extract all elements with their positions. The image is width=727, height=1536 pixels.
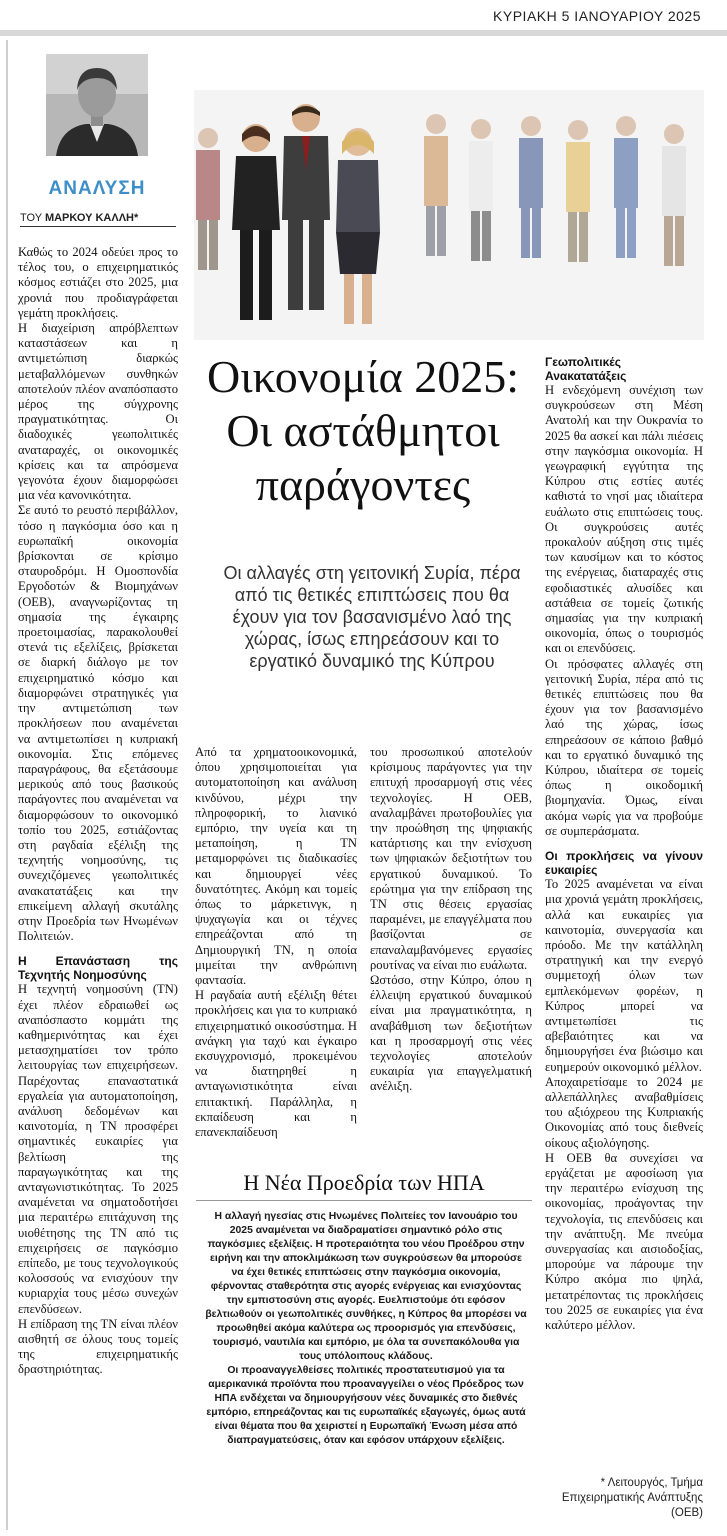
paragraph: Η διαχείριση απρόβλεπτων καταστάσεων και η αντιμετώπιση διαρκώς μεταβαλλόμενων συνθηκών αποτελούν πλέον αναπόσπαστο μέρος της σύγχρονης πραγματικότητας. Οι διαδοχικές γεωπολιτικές αναταραχές, οι οικονομικές κρίσεις και τα απρόσμενα γεγονότα έχουν διαμορφώσει μια νέα κανονικότητα. (18, 321, 178, 503)
article-column-1 (18, 245, 178, 1525)
section-subheading: Η Επανάσταση της Τεχνητής Νοημοσύνης (18, 954, 178, 983)
left-margin-rule (6, 40, 8, 1530)
byline-author: ΜΑΡΚΟΥ ΚΑΛΛΗ* (44, 212, 139, 224)
paragraph: Ωστόσο, στην Κύπρο, όπου η έλλειψη εργατικού δυναμικού είναι μια πραγματικότητα, η αναβάθμιση των δεξιοτήτων και η προσαρμογή στις νέες τεχνολογίες αποτελούν ευκαιρία για επαγγελματική ανέλιξη. (370, 973, 532, 1094)
top-rule (0, 30, 727, 36)
paragraph: Το 2025 αναμένεται να είναι μια χρονιά γεμάτη προκλήσεις, αλλά και ευκαιρίες για καινοτομία, συνεργασία και πρόοδο. Με την κατάλληλη στρατηγική και την ενεργό συμμετοχή όλων των εμπλεκόμενων φορέων, η Κύπρος μπορεί να αντιμετωπίσει τις αβεβαιότητες και να δημιουργήσει ένα βιώσιμο και ευημερούν οικονομικό μέλλον. (545, 877, 703, 1074)
author-portrait (46, 54, 148, 156)
workers-group-illustration (194, 90, 704, 340)
section-subheading: Γεωπολιτικές Ανακατατάξεις (545, 355, 627, 383)
paragraph: Σε αυτό το ρευστό περιβάλλον, τόσο η παγκόσμια όσο και η ευρωπαϊκή οικονομία βρίσκονται σε κρίσιμο σταυροδρόμι. Η Ομοσπονδία Εργοδοτών & Βιομηχάνων (ΟΕΒ), αναγνωρίζοντας τη σημασία της έγκαιρης προετοιμασίας, παρακολουθεί στενά τις εξελίξεις, βρίσκεται σε διαρκή διάλογο με τον επιχειρηματικό κόσμο και διαμορφώνει στρατηγικές για την αντιμετώπιση των προκλήσεων που αναμένεται να αντιμετωπίσει η κυπριακή οικονομία. Στις επόμενες παραγράφους, θα εξετάσουμε μερικούς από τους βασικούς παράγοντες που αναμένεται να διαμορφώσουν το οικονομικό τοπίο του 2025, εστιάζοντας στη ραγδαία εξέλιξη της τεχνητής νοημοσύνης, τις συνεχιζόμενες γεωπολιτικές ανακατατάξεις και την επικείμενη αλλαγή σκυτάλης στην Προεδρία των Ηνωμένων Πολιτειών. (18, 503, 178, 944)
article-headline: Οικονομία 2025: Οι αστάθμητοι παράγοντες (207, 351, 519, 510)
paragraph: Η αλλαγή ηγεσίας στις Ηνωμένες Πολιτείες τον Ιανουάριο του 2025 αναμένεται να διαδραματίσει σημαντικό ρόλο στις παγκόσμιες εξελίξεις. Η προτεραιότητα του νέου Προέδρου στην ειρήνη και την αποκλιμάκωση των συγκρούσεων θα μπορούσε να έχει θετικές επιπτώσεις στην παγκόσμια οικονομία, φέρνοντας σταθερότητα στις αγορές ενέργειας και ενισχύοντας την εμπιστοσύνη στις αγορές. Ευελπιστούμε ότι εφόσον βελτιωθούν οι γεωπολιτικές συνθήκες, η Κύπρος θα μπορέσει να προωθηθεί ακόμα καλύτερα ως προορισμός για επενδύσεις, τουρισμό, ναυτιλία και εμπόριο, με όλα τα συνεπακόλουθα για τους υπόλοιπους κλάδους. (205, 1211, 527, 1362)
paragraph: Καθώς το 2024 οδεύει προς το τέλος του, ο επιχειρηματικός κόσμος εστιάζει στο 2025, μια χρονιά που προδιαγράφεται γεμάτη προκλήσεις. (18, 245, 178, 320)
paragraph: Η επίδραση της ΤΝ είναι πλέον αισθητή σε όλους τους τομείς της επιχειρηματικής δραστηριότητας. (18, 1316, 178, 1377)
paragraph: Η ΟΕΒ θα συνεχίσει να εργάζεται με αφοσίωση για την περαιτέρω ενίσχυση της οικονομίας, προάγοντας την τεχνολογία, τις επενδύσεις και την ανάπτυξη. Με πνεύμα συνεργασίας και αισιοδοξίας, μπορούμε να πάρουμε την Κύπρο ακόμα πιο ψηλά, μετατρέποντας τις προκλήσεις του 2025 σε ευκαιρίες για ένα καλύτερο μέλλον. (545, 1150, 703, 1332)
paragraph: Από τα χρηματοοικονομικά, όπου χρησιμοποιείται για αυτοματοποίηση και ανάλυση κινδύνου, μέχρι την πληροφορική, το λιανικό εμπόριο, την υγεία και τη μεταποίηση, η ΤΝ μεταμορφώνει τις διαδικασίες και δημιουργεί νέες δυνατότητες. Ακόμη και τομείς όπως το μάρκετινγκ, η ψυχαγωγία και οι τέχνες επηρεάζονται από τη Δημιουργική ΤΝ, η οποία μιμείται την ανθρώπινη φαντασία. (195, 745, 357, 988)
article-column-2 (195, 745, 357, 1145)
paragraph: Η ραγδαία αυτή εξέλιξη θέτει προκλήσεις και για το κυπριακό επιχειρηματικό οικοσύστημα. Η ανάγκη για ταχύ και έγκαιρο εκσυγχρονισμό, προκειμένου να διατηρηθεί η ανταγωνιστικότητα είναι επιτακτική. Παράλληλα, η εκπαίδευση και η επανεκπαίδευση (195, 988, 357, 1140)
paragraph: Αποχαιρετίσαμε το 2024 με αλλεπάλληλες αναβαθμίσεις του αξιόχρεου της Κυπριακής Οικονομίας από τους διεθνείς οίκους αξιολόγησης. (545, 1074, 703, 1150)
article-column-3 (370, 745, 532, 1145)
paragraph: Η ενδεχόμενη συνέχιση των συγκρούσεων στη Μέση Ανατολή και την Ουκρανία το 2025 θα ασκεί και πάλι πιέσεις στην παγκόσμια οικονομία. Η γεωγραφική εγγύτητα της Κύπρου στις εστίες αυτές καθιστά το νησί μας ιδιαίτερα ευάλωτο στις επιπτώσεις τους. Οι συγκρούσεις αυτές προκαλούν αύξηση στις τιμές των καυσίμων και το κόστος της ενέργειας, διαταραχές στις εφοδιαστικές αλυσίδες και αστάθεια σε τομείς ζωτικής σημασίας για την κυπριακή οικονομία, όπως ο τουρισμός και οι επενδύσεις. (545, 383, 703, 656)
author-footnote: * Λειτουργός, Τμήμα Επιχειρηματικής Ανάπτυξης (ΟΕΒ) (561, 1477, 703, 1519)
sidebar-box-text (204, 1210, 528, 1535)
byline-prefix: ΤΟΥ (20, 212, 42, 224)
section-label: ΑΝΑΛΥΣΗ (48, 178, 146, 199)
article-subheadline: Οι αλλαγές στη γειτονική Συρία, πέρα από τις θετικές επιπτώσεις που θα έχουν για τον βασανισμένο λαό της χώρας, ίσως επηρεάσουν και το εργατικό δυναμικό της Κύπρου (223, 563, 521, 671)
sidebar-box-title: Η Νέα Προεδρία των ΗΠΑ (243, 1170, 485, 1195)
issue-date: ΚΥΡΙΑΚΗ 5 ΙΑΝΟΥΑΡΙΟΥ 2025 (493, 8, 701, 24)
paragraph: Οι προαναγγελθείσες πολιτικές προστατευτισμού για τα αμερικανικά προϊόντα που προαναγγείλει ο νέος Πρόεδρος των ΗΠΑ ενδέχεται να δημιουργήσουν νέες δυναμικές στο διεθνές εμπόριο, επηρεάζοντας και τις ευρωπαϊκές εξαγωγές, όμως αυτά είναι θέματα που θα χειριστεί η Ευρωπαϊκή Ένωση μέσα από διαπραγματεύσεις, όταν και εφόσον υπάρχουν εξελίξεις. (206, 1365, 526, 1446)
article-column-4 (545, 355, 703, 1495)
paragraph: Οι πρόσφατες αλλαγές στη γειτονική Συρία, πέρα από τις θετικές επιπτώσεις που θα έχουν για τον βασανισμένο λαό της χώρας, ίσως επηρεάσουν σε κάποιο βαθμό και το εργατικό δυναμικό της Κύπρου, ιδιαίτερα σε τομείς όπως η οικοδομική βιομηχανία. Όμως, είναι ακόμα νωρίς για να προβούμε σε συμπεράσματα. (545, 656, 703, 838)
byline (20, 212, 176, 227)
workers-photo (194, 90, 704, 340)
paragraph: του προσωπικού αποτελούν κρίσιμους παράγοντες για την επιτυχή προσαρμογή στις νέες τεχνολογίες. Η ΟΕΒ, αναλαμβάνει πρωτοβουλίες για την προώθηση της ψηφιακής κατάρτισης και την ενίσχυση των ψηφιακών δεξιοτήτων του εργατικού δυναμικού. Το ερώτημα για την επίδραση της ΤΝ στις θέσεις εργασίας παραμένει, με επαγγέλματα που βασίζονται σε επαναλαμβανόμενες εργασίες ρουτίνας να είναι πιο ευάλωτα. (370, 745, 532, 972)
section-subheading: Οι προκλήσεις να γίνουν ευκαιρίες (545, 849, 703, 878)
sidebar-box-rule (196, 1200, 532, 1201)
author-photo-illustration (46, 54, 148, 156)
paragraph: Η τεχνητή νοημοσύνη (ΤΝ) έχει πλέον εδραιωθεί ως αναπόσπαστο κομμάτι της καθημερινότητας και έχει μετασχηματίσει τον τρόπο λειτουργίας των επιχειρήσεων. Παρέχοντας επαναστατικά εργαλεία για αυτοματοποίηση, ανάλυση δεδομένων και καινοτομία, η ΤΝ προσφέρει σημαντικές ευκαιρίες για βελτίωση της παραγωγικότητας και της ανταγωνιστικότητας. Το 2025 αναμένεται να σηματοδοτήσει μια περαιτέρω επιτάχυνση της υιοθέτησης της ΤΝ από τις επιχειρήσεις σε παγκόσμιο επίπεδο, με τους τεχνολογικούς κολοσσούς να ενισχύουν την κυριαρχία τους μέσω συνεχών επενδύσεων. (18, 982, 178, 1316)
